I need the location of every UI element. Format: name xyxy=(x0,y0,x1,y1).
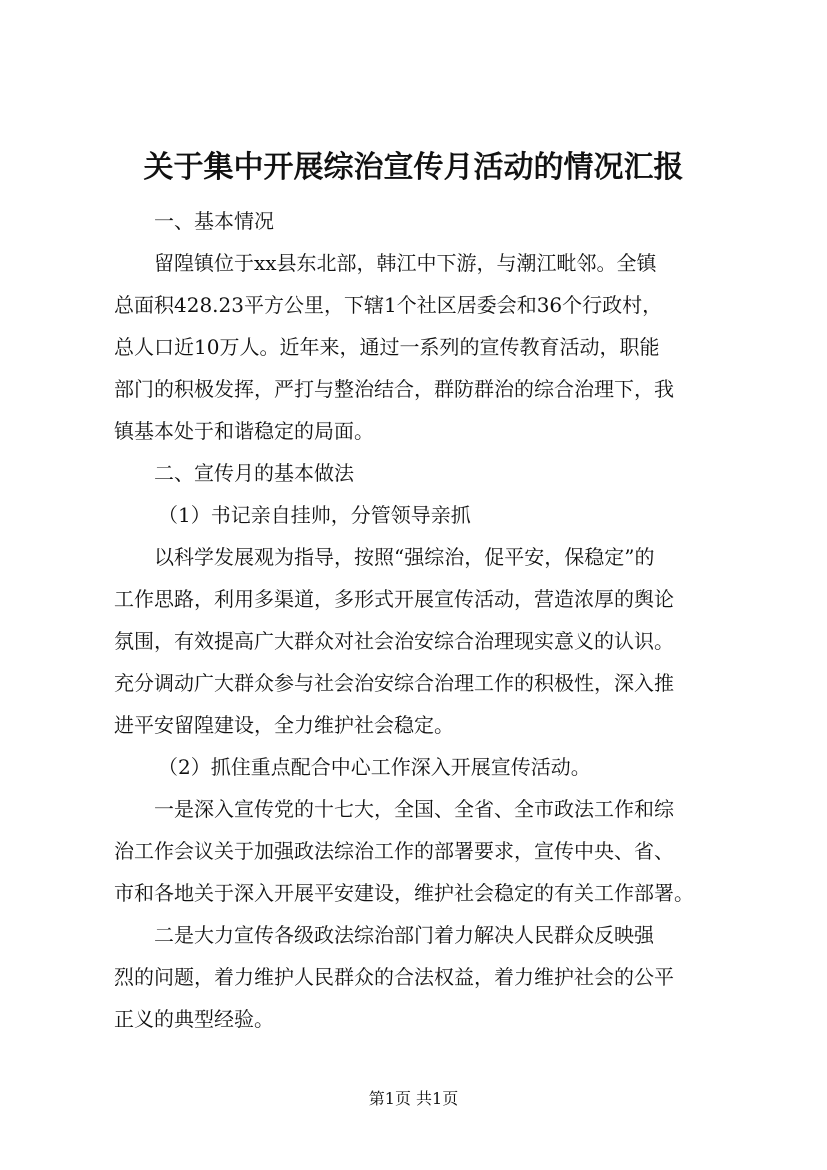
paragraph-line: 烈的问题，着力维护人民群众的合法权益，着力维护社会的公平 xyxy=(114,965,674,989)
section-heading-practices: 二、宣传月的基本做法 xyxy=(154,461,354,485)
paragraph-line: 进平安留隍建设，全力维护社会稳定。 xyxy=(114,713,454,737)
paragraph-line: 一是深入宣传党的十七大，全国、全省、全市政法工作和综 xyxy=(154,797,674,821)
paragraph-line: 留隍镇位于xx县东北部，韩江中下游，与潮江毗邻。全镇 xyxy=(154,251,657,275)
paragraph-line: 总面积428.23平方公里，下辖1个社区居委会和36个行政村， xyxy=(114,293,663,317)
paragraph-line: 正义的典型经验。 xyxy=(114,1007,274,1031)
paragraph-line: 氛围，有效提高广大群众对社会治安综合治理现实意义的认识。 xyxy=(114,629,674,653)
paragraph-line: 部门的积极发挥，严打与整治结合，群防群治的综合治理下，我 xyxy=(114,377,674,401)
page-footer: 第1页 共1页 xyxy=(368,1089,459,1108)
subheading-1: （1）书记亲自挂帅，分管领导亲抓 xyxy=(158,503,471,527)
paragraph-line: 充分调动广大群众参与社会治安综合治理工作的积极性，深入推 xyxy=(114,671,674,695)
document-body xyxy=(114,200,720,1040)
paragraph-line: 治工作会议关于加强政法综治工作的部署要求，宣传中央、省、 xyxy=(114,839,674,863)
paragraph-line: 镇基本处于和谐稳定的局面。 xyxy=(114,419,374,443)
section-heading-basic: 一、基本情况 xyxy=(154,209,274,233)
paragraph-line: 以科学发展观为指导，按照“强综治，促平安，保稳定”的 xyxy=(154,545,655,569)
paragraph-line: 总人口近10万人。近年来，通过一系列的宣传教育活动，职能 xyxy=(114,335,660,359)
paragraph-line: 工作思路，利用多渠道，多形式开展宣传活动，营造浓厚的舆论 xyxy=(114,587,674,611)
document-title: 关于集中开展综治宣传月活动的情况汇报 xyxy=(143,150,684,185)
paragraph-line: 二是大力宣传各级政法综治部门着力解决人民群众反映强 xyxy=(154,923,654,947)
paragraph-line: 市和各地关于深入开展平安建设，维护社会稳定的有关工作部署。 xyxy=(114,881,694,905)
subheading-2: （2）抓住重点配合中心工作深入开展宣传活动。 xyxy=(158,755,591,779)
